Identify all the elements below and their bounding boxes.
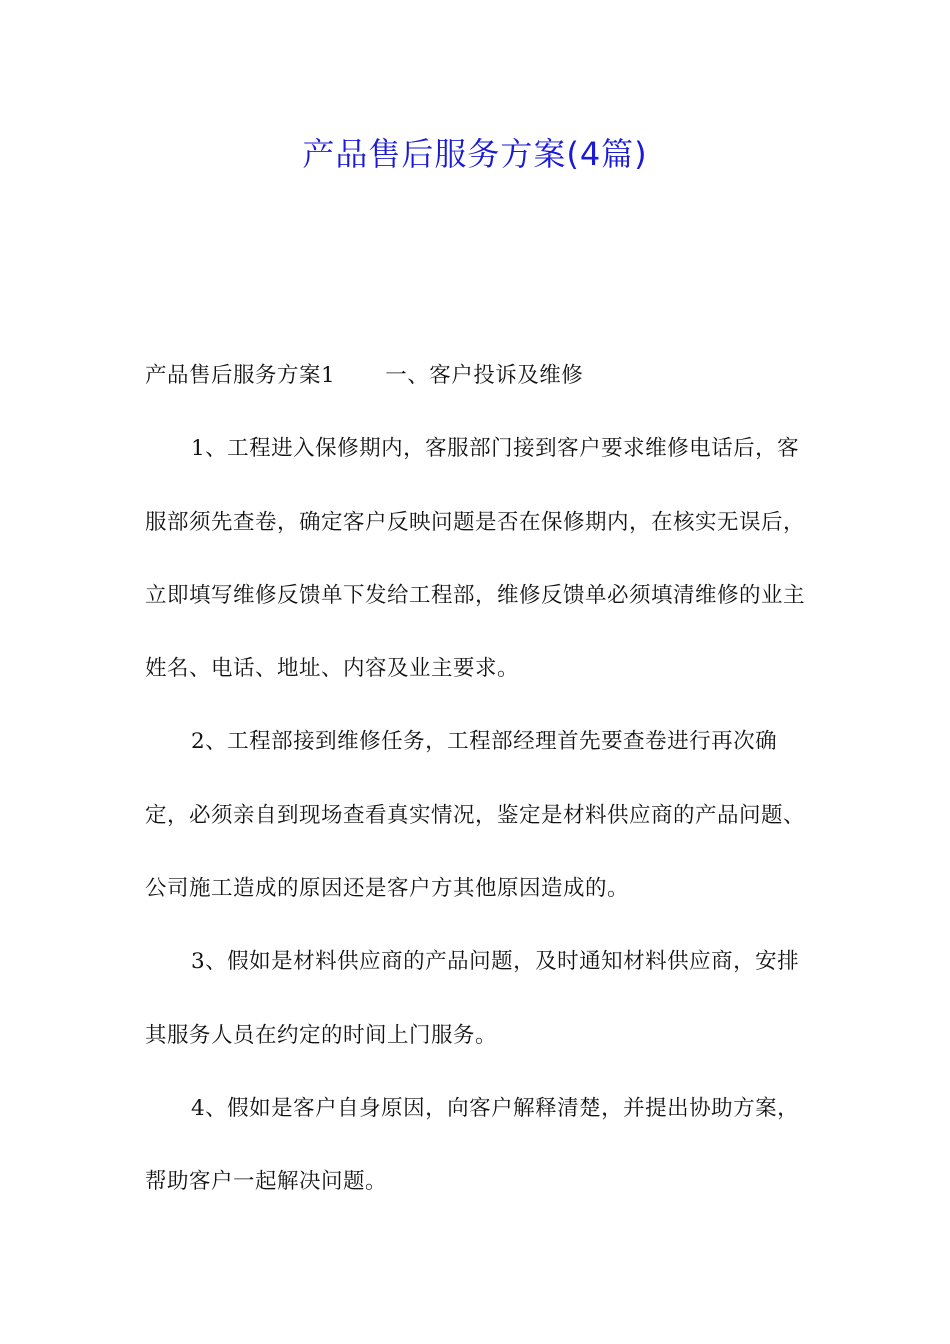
section-heading-line [145, 339, 815, 412]
section-heading: 一、客户投诉及维修 [385, 363, 584, 388]
document-title: 产品售后服务方案(4篇) [302, 135, 648, 173]
paragraph-3: 3、假如是材料供应商的产品问题，及时通知材料供应商，安排其服务人员在约定的时间上门服务。 [145, 949, 800, 1048]
plan-label: 产品售后服务方案1 [145, 363, 336, 388]
paragraph-4: 4、假如是客户自身原因，向客户解释清楚，并提出协助方案，帮助客户一起解决问题。 [145, 1095, 800, 1195]
document-body [145, 339, 815, 1219]
paragraph-2: 2、工程部接到维修任务，工程部经理首先要查卷进行再次确定，必须亲自到现场查看真实情况，鉴定是材料供应商的产品问题、公司施工造成的原因还是客户方其他原因造成的。 [145, 729, 806, 902]
paragraph-1: 1、工程进入保修期内，客服部门接到客户要求维修电话后，客服部须先查卷，确定客户反映问题是否在保修期内，在核实无误后，立即填写维修反馈单下发给工程部，维修反馈单必须填清维修的业主姓名、电话、地址、内容及业主要求。 [145, 436, 806, 682]
